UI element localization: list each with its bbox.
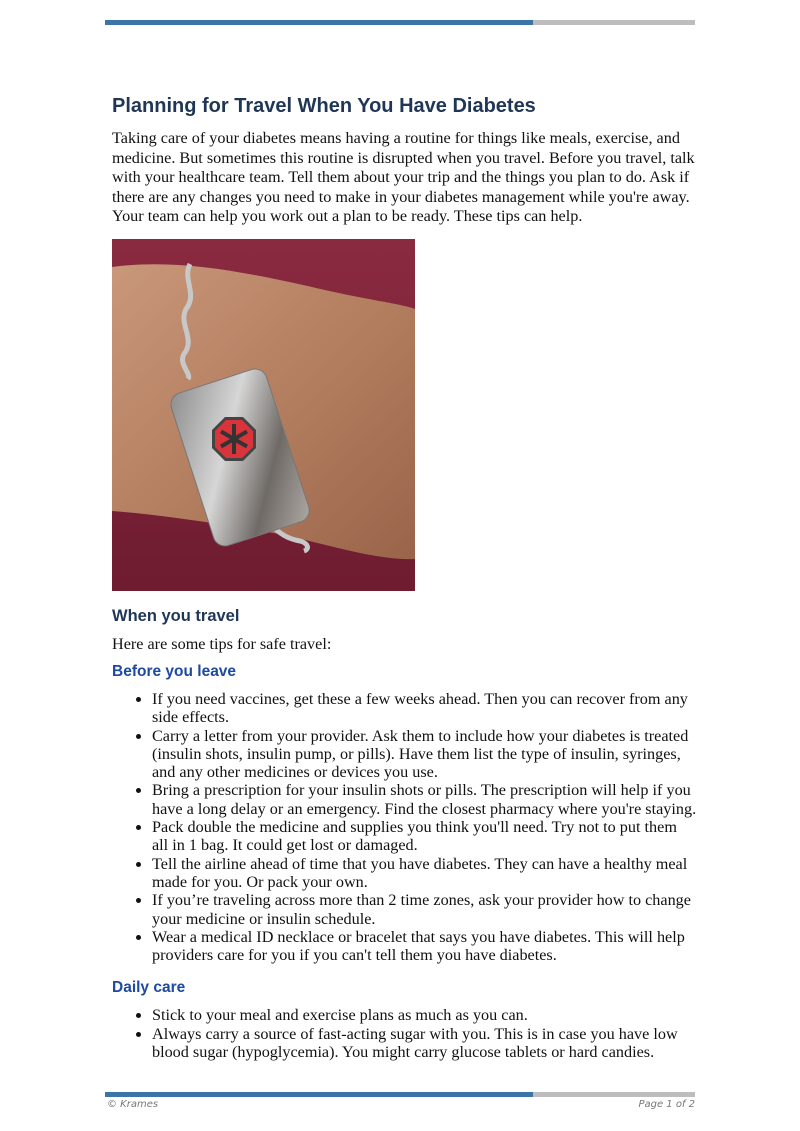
subsection-heading-before-you-leave: Before you leave xyxy=(112,663,237,680)
before-you-leave-list xyxy=(112,690,697,964)
list-item: • Wear a medical ID necklace or bracelet that says you have diabetes. This will help providers care for you if you can't tell them you have diabetes. xyxy=(152,928,697,965)
footer-page-number: Page 1 of 2 xyxy=(638,1099,695,1110)
header-rule xyxy=(105,20,695,25)
list-item: • Carry a letter from your provider. Ask them to include how your diabetes is treated (insulin shots, insulin pump, or pills). Have them list the type of insulin, syringes, and any other medicines or devices you use. xyxy=(152,727,697,782)
footer-rule-primary xyxy=(105,1092,533,1097)
list-item: • Tell the airline ahead of time that you have diabetes. They can have a healthy meal made for you. Or pack your own. xyxy=(152,855,697,892)
list-item: • Pack double the medicine and supplies you think you'll need. Try not to put them all in 1 bag. It could get lost or damaged. xyxy=(152,818,697,855)
intro-paragraph: Taking care of your diabetes means having a routine for things like meals, exercise, and medicine. But sometimes this routine is disrupted when you travel. Before you travel, talk with your healthcare team. Tell them about your trip and the things you plan to do. Ask if there are any changes you need to make in your diabetes management while you're away. Your team can help you work out a plan to be ready. These tips can help. xyxy=(112,129,695,225)
list-item: • Stick to your meal and exercise plans as much as you can. xyxy=(152,1006,697,1024)
footer-rule-secondary xyxy=(533,1092,695,1097)
page-title: Planning for Travel When You Have Diabetes xyxy=(112,95,536,117)
document-body xyxy=(112,92,697,1061)
list-item: • Always carry a source of fast-acting sugar with you. This is in case you have low blood sugar (hypoglycemia). You might carry glucose tablets or hard candies. xyxy=(152,1025,697,1062)
header-rule-secondary xyxy=(533,20,695,25)
section-lead: Here are some tips for safe travel: xyxy=(112,634,332,653)
header-rule-primary xyxy=(105,20,533,25)
medical-id-bracelet-photo xyxy=(112,239,415,591)
daily-care-list xyxy=(112,1006,697,1061)
list-item: • Bring a prescription for your insulin shots or pills. The prescription will help if you have a long delay or an emergency. Find the closest pharmacy where you're staying. xyxy=(152,781,697,818)
list-item: • If you’re traveling across more than 2 time zones, ask your provider how to change your medicine or insulin schedule. xyxy=(152,891,697,928)
list-item: • If you need vaccines, get these a few weeks ahead. Then you can recover from any side effects. xyxy=(152,690,697,727)
bracelet-image-icon xyxy=(112,239,415,591)
footer-rule xyxy=(105,1092,695,1097)
footer-copyright: © Krames xyxy=(107,1099,159,1110)
section-heading: When you travel xyxy=(112,606,240,625)
subsection-heading-daily-care: Daily care xyxy=(112,979,186,997)
